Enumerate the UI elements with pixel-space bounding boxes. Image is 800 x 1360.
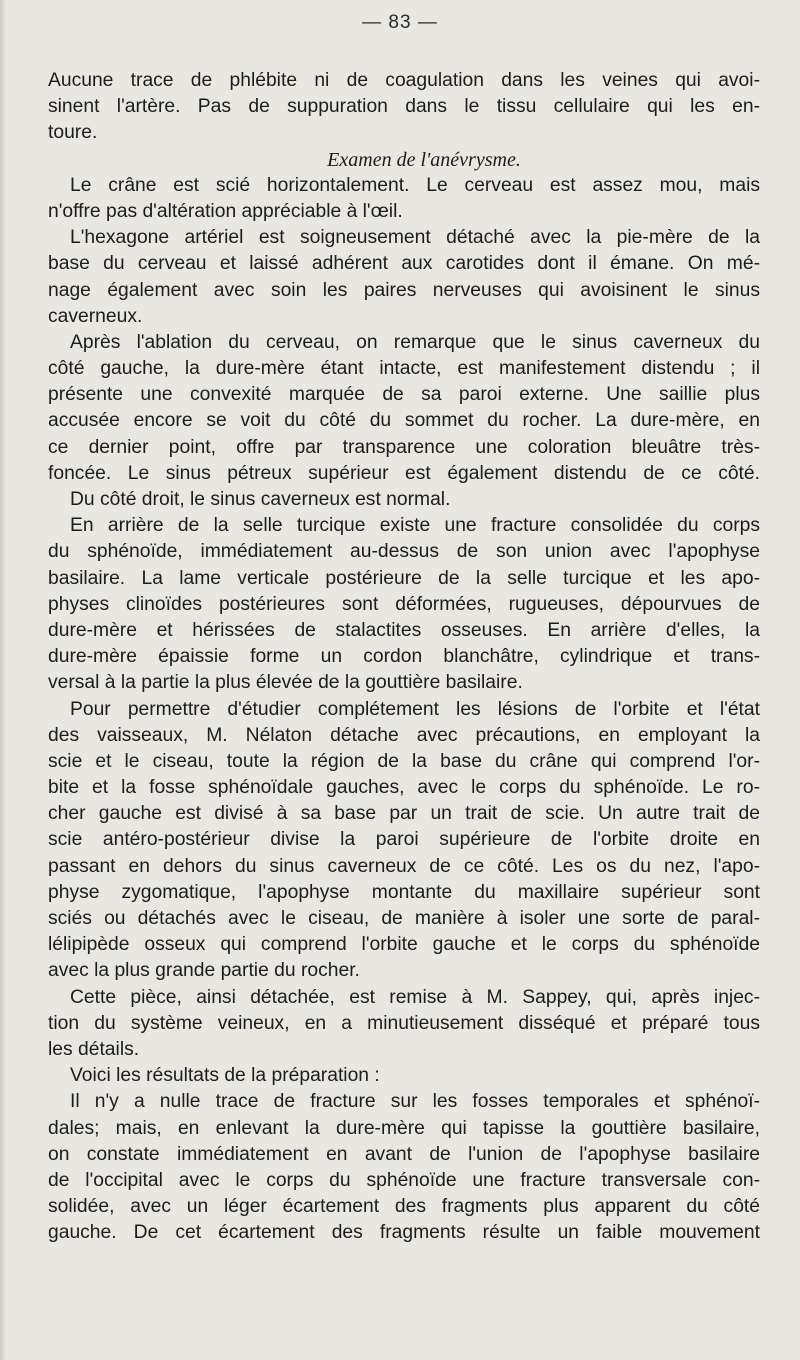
- text-line: Après l'ablation du cerveau, on remarque que le sinus caverneux du: [70, 331, 760, 353]
- text-line: sinent l'artère. Pas de suppuration dans le tissu cellulaire qui les en-: [48, 96, 760, 118]
- text-line: gauche. De cet écartement des fragments résulte un faible mouvement: [48, 1222, 760, 1244]
- page-number: — 83 —: [362, 12, 438, 33]
- text-line: présente une convexité marquée de sa paroi externe. Une saillie plus: [48, 384, 760, 406]
- text-line: nage également avec soin les paires nerveuses qui avoisinent le sinus: [48, 279, 760, 301]
- text-line: dure-mère et hérissées de stalactites osseuses. En arrière d'elles, la: [48, 619, 760, 641]
- text-line: accusée encore se voit du côté du sommet du rocher. La dure-mère, en: [48, 410, 760, 432]
- text-line: physe zygomatique, l'apophyse montante du maxillaire supérieur sont: [48, 881, 760, 903]
- text-line: de l'occipital avec le corps du sphénoïde une fracture transversale con-: [48, 1169, 760, 1191]
- text-line: Du côté droit, le sinus caverneux est normal.: [70, 489, 451, 510]
- text-line: Le crâne est scié horizontalement. Le cerveau est assez mou, mais: [70, 174, 760, 196]
- text-line: Aucune trace de phlébite ni de coagulation dans les veines qui avoi-: [48, 70, 760, 91]
- text-line: basilaire. La lame verticale postérieure de la selle turcique et les apo-: [48, 567, 760, 589]
- text-line: lélipipède osseux qui comprend l'orbite gauche et le corps du sphénoïde: [48, 934, 760, 956]
- body-text: [48, 68, 760, 1246]
- text-line: avec la plus grande partie du rocher.: [48, 960, 360, 982]
- text-line: Voici les résultats de la préparation :: [70, 1065, 380, 1087]
- text-line: du sphénoïde, immédiatement au-dessus de son union avec l'apophyse: [48, 541, 760, 563]
- text-line: dales; mais, en enlevant la dure-mère qui tapisse la gouttière basilaire,: [48, 1117, 760, 1139]
- text-line: sciés ou détachés avec le ciseau, de manière à isoler une sorte de paral-: [48, 908, 760, 929]
- text-line: foncée. Le sinus pétreux supérieur est également distendu de ce côté.: [48, 462, 760, 484]
- text-line: scie antéro-postérieur divise la paroi supérieure de l'orbite droite en: [48, 829, 760, 851]
- text-line: n'offre pas d'altération appréciable à l'œil.: [48, 200, 403, 222]
- text-line: toure.: [48, 122, 98, 144]
- text-line: bite et la fosse sphénoïdale gauches, avec le corps du sphénoïde. Le ro-: [48, 777, 760, 799]
- text-line: En arrière de la selle turcique existe une fracture consolidée du corps: [70, 515, 760, 537]
- text-line: cher gauche est divisé à sa base par un trait de scie. Un autre trait de: [48, 803, 760, 825]
- text-line: les détails.: [48, 1038, 140, 1060]
- page-binding-shadow: [0, 0, 6, 1360]
- text-line: ce dernier point, offre par transparence une coloration bleuâtre très-: [48, 436, 760, 458]
- section-heading: Examen de l'anévrysme.: [327, 148, 521, 171]
- text-line: côté gauche, la dure-mère étant intacte, est manifestement distendu ; il: [48, 358, 760, 380]
- text-line: Cette pièce, ainsi détachée, est remise à M. Sappey, qui, après injec-: [70, 986, 760, 1008]
- text-line: on constate immédiatement en avant de l'union de l'apophyse basilaire: [48, 1143, 760, 1165]
- text-line: solidée, avec un léger écartement des fragments plus apparent du côté: [48, 1196, 760, 1218]
- text-line: tion du système veineux, en a minutieusement disséqué et préparé tous: [48, 1012, 760, 1034]
- text-line: Pour permettre d'étudier complétement les lésions de l'orbite et l'état: [70, 698, 760, 720]
- text-line: physes clinoïdes postérieures sont déformées, rugueuses, dépourvues de: [48, 593, 760, 615]
- text-line: passant en dehors du sinus caverneux de ce côté. Les os du nez, l'apo-: [48, 855, 760, 877]
- text-line: des vaisseaux, M. Nélaton détache avec précautions, en employant la: [48, 724, 760, 746]
- text-line: L'hexagone artériel est soigneusement détaché avec la pie-mère de la: [70, 227, 760, 249]
- text-line: Il n'y a nulle trace de fracture sur les fosses temporales et sphénoï-: [70, 1091, 760, 1113]
- text-line: base du cerveau et laissé adhérent aux carotides dont il émane. On mé-: [48, 253, 760, 275]
- text-line: caverneux.: [48, 305, 143, 327]
- text-line: dure-mère épaissie forme un cordon blanchâtre, cylindrique et trans-: [48, 646, 760, 668]
- text-line: versal à la partie la plus élevée de la gouttière basilaire.: [48, 672, 523, 694]
- text-line: scie et le ciseau, toute la région de la base du crâne qui comprend l'or-: [48, 750, 760, 772]
